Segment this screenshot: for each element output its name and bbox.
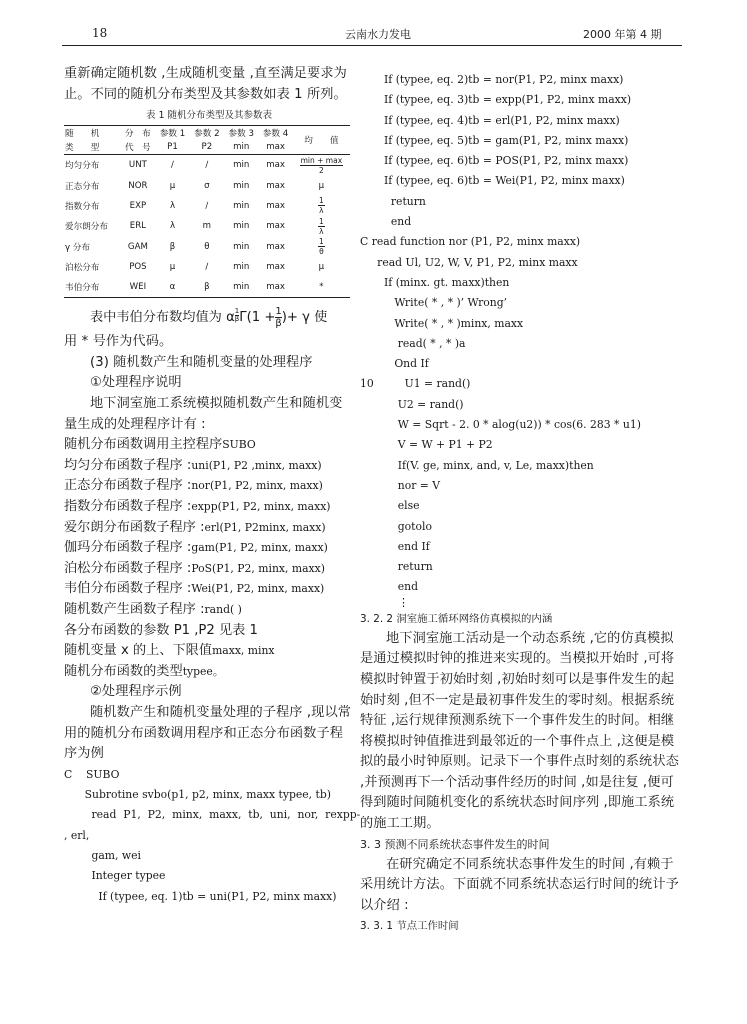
code-line: W = Sqrt - 2. 0 * alog(u2)) * cos(6. 283 * u1) [360,418,641,432]
fraction-denominator: β [275,317,282,329]
table-cell: μ [169,261,176,272]
table-cell: min [233,180,250,191]
list-item-value: PoS(P1, P2, minx, maxx) [191,561,325,575]
code-line: If (typee, eq. 4)tb = erl(P1, P2, minx maxx) [360,113,620,127]
table-row [64,277,350,298]
page-number: 18 [92,26,108,40]
table-row [64,257,350,277]
exponent-denominator: β [234,315,240,324]
list-item-label: 随机分布函数调用主控程序 [64,437,223,453]
weibull-mean-line [64,304,354,332]
code-line: gotolo [360,519,432,533]
code-line: end [360,215,412,229]
fraction-denominator: θ [319,247,324,257]
table-header-row [64,126,350,141]
list-item-value: nor(P1, P2, minx, maxx) [191,479,323,493]
table-cell: α [155,277,189,298]
weibull-note: 用 * 号作为代码。 [64,334,173,350]
list-item-value: expp(P1, P2, minx, maxx) [191,500,331,514]
code-line: If (typee, eq. 6)tb = POS(P1, P2, minx maxx) [360,154,629,168]
table-header-cell: 参数 1 [155,126,189,141]
table-cell: 爱尔朗分布 [65,222,108,233]
code-line: If (typee, eq. 3)tb = expp(P1, P2, minx maxx) [360,93,632,107]
code-block [64,765,361,907]
code-line: read Ul, U2, W, V, P1, P2, minx maxx [360,255,578,269]
table-header-cell: 代 号 [120,140,155,155]
code-line: end [360,580,419,594]
table-header-cell: 参数 4 [258,126,292,141]
list-item-value: rand( ) [204,602,242,616]
list-item-label: 韦伯分布函数子程序 : [64,581,192,597]
list-item [64,621,354,642]
section-heading: (3) 随机数产生和随机变量的处理程序 [90,354,313,370]
list-item-value: maxx, minx [212,644,275,658]
list-item [64,559,354,580]
intro-paragraph: 重新确定随机数 ,生成随机变量 ,直至满足要求为止。不同的随机分布类型及其参数如表 1 所列。 [64,66,347,102]
code-line: Write( * , * )minx, maxx [360,316,524,330]
code-line: 10 U1 = rand() [360,377,471,391]
code-line: U2 = rand() [360,397,464,411]
table-cell: max [266,261,285,272]
table-body [64,155,350,298]
subsection-heading: ①处理程序说明 [90,375,182,391]
weibull-close: )+ γ 使 [281,310,328,326]
table-caption: 表 1 随机分布类型及其参数表 [145,110,273,122]
table-cell: max [266,241,285,252]
code-line: , erl, [64,828,90,842]
list-item-value: gam(P1, P2, minx, maxx) [191,541,328,555]
table-cell: ∕ [205,160,209,171]
code-line: return [360,560,433,574]
table-cell-mean: μ [318,261,325,272]
table-header-cell: 均 值 [293,126,350,155]
list-item [64,518,354,539]
code-line: C SUBO [64,767,120,781]
list-item-label: 指数分布函数子程序 : [64,499,192,515]
list-item [64,538,354,559]
table-cell: θ [204,241,210,252]
code-line: read( * , * )a [360,336,466,350]
mean-fraction [318,237,325,256]
table-cell-mean [293,155,350,176]
table-row [64,196,350,216]
code-line: If (typee, eq. 5)tb = gam(P1, P2, minx maxx) [360,133,629,147]
fraction-denominator: λ [319,206,324,216]
paragraph: 地下洞室施工系统模拟随机数产生和随机变量生成的处理程序计有 : [64,396,343,432]
header-rule [62,45,682,46]
code-line: read P1, P2, minx, maxx, tb, uni, nor, rexpp- [64,808,361,822]
table-cell-mean [293,196,350,216]
table-header-cell: max [258,140,292,155]
list-item [64,456,354,477]
list-item-label: 随机分布函数的类型 [64,663,183,679]
list-item-label: 随机数产生函数子程序 : [64,601,205,617]
table-cell: max [266,200,285,211]
weibull-alpha: α [226,310,235,326]
paragraph: 地下洞室施工活动是一个动态系统 ,它的仿真模拟是通过模拟时钟的推进来实现的。当模拟开始时 ,可将模拟时钟置于初始时刻 ,初始时刻可以是事件发生的起始时刻 ,但不一定是最初事件发生的零时刻。根据系统特征 ,运行规律预测系统下一个事件发生的时间。相继将模拟时钟值推进到最邻近的一个事件点上 ,这便是模拟的最小时钟原则。记录下一个事件点时刻的系统状态 ,并预测再下一个活动事件经历的时间 ,如是往复 ,便可得到随时间随机变化的系统状态时间序列 ,即施工系统的施工工期。 [360,630,679,832]
code-line: If (typee, eq. 2)tb = nor(P1, P2, minx maxx) [360,73,624,86]
code-line: end If [360,539,430,553]
table-cell: μ [169,180,176,191]
code-line: gam, wei [64,848,141,862]
table-cell: min [224,277,258,298]
code-line: Write( * , * )’ Wrong’ [360,296,508,310]
weibull-gamma: Γ(1 + [239,310,276,326]
fraction-numerator: min + max [300,155,343,165]
fraction-numerator: 1 [318,216,324,226]
right-column [360,70,684,936]
table-cell: 正态分布 [65,181,100,192]
paragraph: 随机数产生和随机变量处理的子程序 ,现以常用的随机分布函数调用程序和正态分布函数子程序为例 [64,704,352,762]
table-cell: λ [169,200,176,211]
table-cell: min [233,241,250,252]
table-cell: γ 分布 [65,242,91,253]
table-cell-mean [293,236,350,256]
journal-name: 云南水力发电 [345,28,411,41]
list-item-label: 各分布函数的参数 P1 ,P2 见表 1 [64,622,258,638]
table-cell: max [266,221,285,232]
table-cell: 韦伯分布 [64,277,120,298]
weibull-text: 表中韦伯分布数均值为 [90,310,227,326]
list-item [64,476,354,497]
table-header-cell: 类 型 [64,140,120,155]
list-item-label: 伽玛分布函数子程序 : [64,540,192,556]
table-cell: WEI [120,277,155,298]
table-cell: min [233,221,250,232]
list-item [64,497,354,518]
code-line: If (minx. gt. maxx)then [360,275,510,289]
mean-fraction [318,217,325,236]
table-cell: 均匀分布 [65,161,100,172]
table-cell: max [266,160,285,171]
table-cell: max [266,180,285,191]
fraction-denominator: 2 [318,165,324,175]
list-item-label: 正态分布函数子程序 : [64,478,192,494]
list-item-label: 均匀分布函数子程序 : [64,457,192,473]
ellipsis-mark: ⋮ [398,595,409,609]
left-column [64,64,361,907]
code-line: Integer typee [64,869,166,883]
list-item-value: typee。 [182,664,224,678]
section-heading: 3. 3 预测不同系统状态事件发生的时间 [360,837,550,851]
code-line: else [360,499,420,513]
table-header-cell: min [224,140,258,155]
table-row [64,175,350,195]
list-item-label: 爱尔朗分布函数子程序 : [64,519,205,535]
distribution-table [64,125,350,298]
table-header-cell: 参数 2 [190,126,224,141]
mean-fraction [318,196,325,215]
table-cell: m [202,221,212,232]
table-cell: EXP [129,200,147,211]
table-cell: POS [129,261,147,272]
table-row [64,155,350,176]
table-cell: NOR [128,180,148,191]
table-cell: min [233,261,250,272]
mean-fraction [300,156,344,175]
table-row [64,236,350,256]
table-cell: ∕ [171,160,174,171]
table-cell: β [190,277,224,298]
code-line: nor = V [360,478,441,492]
list-item-value: erl(P1, P2minx, maxx) [204,520,326,534]
list-item-label: 随机变量 x 的上、下限值 [64,643,213,659]
table-cell: ∕ [205,200,209,211]
code-line: If(V. ge, minx, and, v, Le, maxx)then [360,458,594,472]
list-item [64,641,354,662]
table-header-cell: P1 [155,140,189,155]
list-item [64,435,354,456]
paragraph: 在研究确定不同系统状态事件发生的时间 ,有赖于采用统计方法。下面就不同系统状态运行时间的统计予以介绍 : [360,856,679,913]
fraction-numerator: 1 [275,305,282,317]
code-line: V = W + P1 + P2 [360,438,493,452]
table-cell: GAM [127,241,148,252]
fraction-denominator: λ [319,226,324,236]
table-cell: ∕ [205,261,209,272]
code-line: return [360,194,426,208]
table-cell: 指数分布 [65,201,100,212]
section-heading: 3. 2. 2 洞室施工循环网络仿真模拟的内涵 [360,612,553,625]
code-block [360,70,684,598]
list-item-value: Wei(P1, P2, minx, maxx) [191,582,325,596]
code-line: If (typee, eq. 6)tb = Wei(P1, P2, minx maxx) [360,174,625,188]
journal-issue: 2000 年第 4 期 [583,28,662,41]
list-item [64,662,354,683]
fraction-numerator: 1 [318,237,324,247]
fraction-numerator: 1 [318,196,324,206]
subsection-heading: ②处理程序示例 [90,684,182,700]
table-header-cell: P2 [190,140,224,155]
list-item [64,579,354,600]
table-cell-mean [293,216,350,236]
page-header [0,22,747,42]
table-cell: ERL [129,221,146,232]
code-line: Subrotine svbo(p1, p2, minx, maxx typee, tb) [64,788,331,802]
code-line: If (typee, eq. 1)tb = uni(P1, P2, minx maxx) [64,889,337,903]
list-item [64,600,354,621]
list-item-value: SUBO [222,438,256,452]
code-line: Ond If [360,357,429,371]
table-row [64,216,350,236]
table-cell-mean: μ [318,180,325,191]
table-cell: β [169,241,176,252]
list-item-value: uni(P1, P2 ,minx, maxx) [191,458,322,472]
table-cell-mean: * [293,277,350,298]
table-cell: UNT [128,160,147,171]
table-cell: 泊松分布 [65,262,100,273]
table-header-cell: 分 布 [120,126,155,141]
exponent-numerator: 1 [234,307,240,316]
table-cell: max [258,277,292,298]
section-heading: 3. 3. 1 节点工作时间 [360,920,459,933]
code-line: C read function nor (P1, P2, minx maxx) [360,235,581,249]
function-list [64,435,354,682]
table-cell: σ [204,180,210,191]
table-header-cell: 参数 3 [224,126,258,141]
table-cell: min [233,160,250,171]
table-header-cell: 随 机 [64,126,120,141]
table-cell: λ [169,221,176,232]
list-item-label: 泊松分布函数子程序 : [64,560,192,576]
table-cell: min [233,200,250,211]
